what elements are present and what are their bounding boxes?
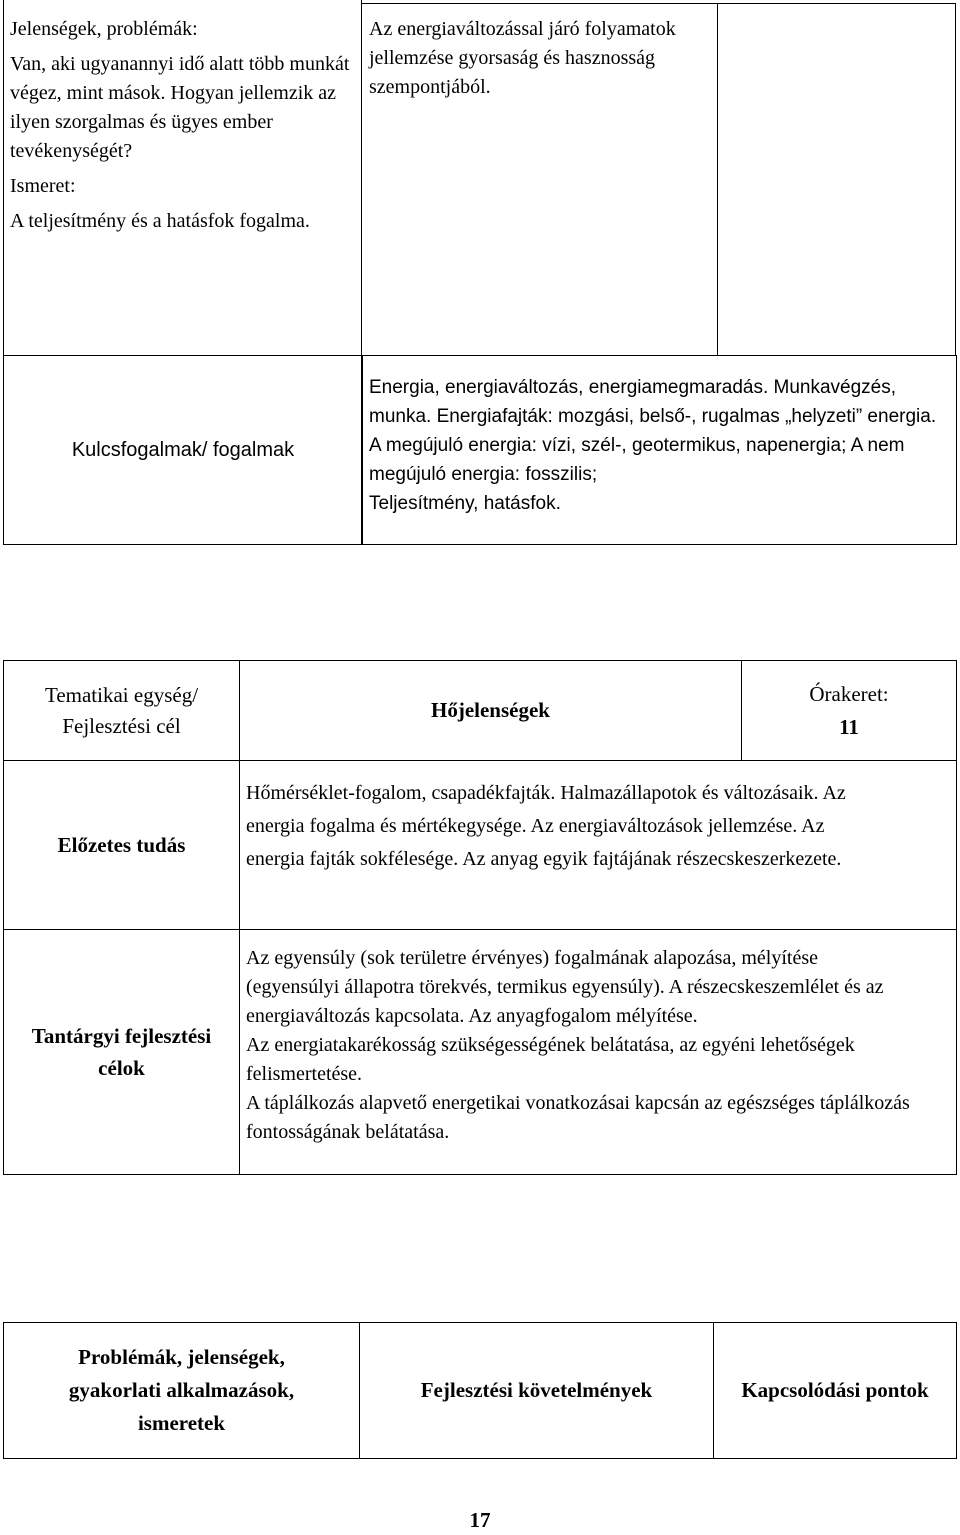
tematikai-cell (3, 660, 240, 761)
celok-text-cell (239, 929, 957, 1175)
problems-header: Problémák, jelenségek, gyakorlati alkalmazások, ismeretek (68, 1345, 295, 1435)
celok-label: Tantárgyi fejlesztési célok (31, 1024, 212, 1080)
knowledge-text: A teljesítmény és a hatásfok fogalma. (10, 210, 310, 232)
elozetes-label-cell (3, 760, 240, 930)
phenomena-heading: Jelenségek, problémák: (10, 18, 198, 40)
table1-right-border (955, 3, 956, 355)
table1-col1 (10, 15, 350, 236)
kulcsfogalmak-label-cell (3, 355, 363, 545)
elozetes-text: Hőmérséklet-fogalom, csapadékfajták. Halmazállapotok és változásaik. Az energia fogalma és mértékegysége. Az energiaváltozások jellemzése. Az energia fajták sokfélesége. Az anyag egyik fajtájának részecskeszerkezete. (246, 782, 846, 870)
requirements-header: Fejlesztési követelmények (420, 1378, 653, 1402)
table1-top-row (0, 0, 960, 355)
unit-title-cell (239, 660, 742, 761)
phenomena-question: Van, aki ugyanannyi idő alatt több munkát végez, mint mások. Hogyan jellemzik az ilyen szorgalmas és ügyes ember tevékenységét? (10, 53, 350, 162)
page-number: 17 (469, 1508, 491, 1532)
table1-divider-2 (717, 3, 718, 355)
problems-header-cell (3, 1322, 360, 1459)
kulcsfogalmak-text-2: Teljesítmény, hatásfok. (369, 493, 561, 514)
development-requirement: Az energiaváltozással járó folyamatok jellemzése gyorsaság és hasznosság szempontjából. (369, 18, 676, 98)
elozetes-label: Előzetes tudás (57, 832, 186, 857)
kulcsfogalmak-text-cell (361, 355, 957, 545)
connections-header: Kapcsolódási pontok (741, 1378, 929, 1402)
orakeret-label: Órakeret: (809, 681, 889, 706)
table1-top-line-right (361, 3, 956, 4)
tematikai-label: Tematikai egység/ (44, 682, 199, 707)
orakeret-cell (741, 660, 957, 761)
table1-left-border (3, 0, 4, 355)
fejlesztesi-cel-label: Fejlesztési cél (62, 713, 181, 738)
celok-text-3: A táplálkozás alapvető energetikai vonatkozásai kapcsán az egészséges táplálkozás fontosságának belátatása. (246, 1092, 910, 1143)
orakeret-value: 11 (839, 714, 859, 739)
celok-text-1: Az egyensúly (sok területre érvényes) fogalmának alapozása, mélyítése (egyensúlyi állapotra törekvés, termikus egyensúly). A részecskeszemlélet és az energiaváltozás kapcsolata. Az anyagfogalom mélyítése. (246, 947, 884, 1027)
table1-divider-1 (361, 0, 362, 355)
celok-label-cell (3, 929, 240, 1175)
elozetes-text-cell (239, 760, 957, 930)
unit-title: Hőjelenségek (431, 698, 550, 722)
knowledge-heading: Ismeret: (10, 175, 76, 197)
requirements-header-cell (359, 1322, 714, 1459)
table1-col2 (369, 15, 709, 102)
kulcsfogalmak-text: Energia, energiaváltozás, energiamegmaradás. Munkavégzés, munka. Energiafajták: mozgási, belső-, rugalmas „helyzeti” energia. A megújuló energia: vízi, szél-, geotermikus, napenergia; A nem megújuló energia: fosszilis; (369, 377, 937, 485)
kulcsfogalmak-label: Kulcsfogalmak/ fogalmak (71, 438, 295, 461)
celok-text-2: Az energiatakarékosság szükségességének belátatása, az egyéni lehetőségek felismertetése. (246, 1034, 855, 1085)
connections-header-cell (713, 1322, 957, 1459)
